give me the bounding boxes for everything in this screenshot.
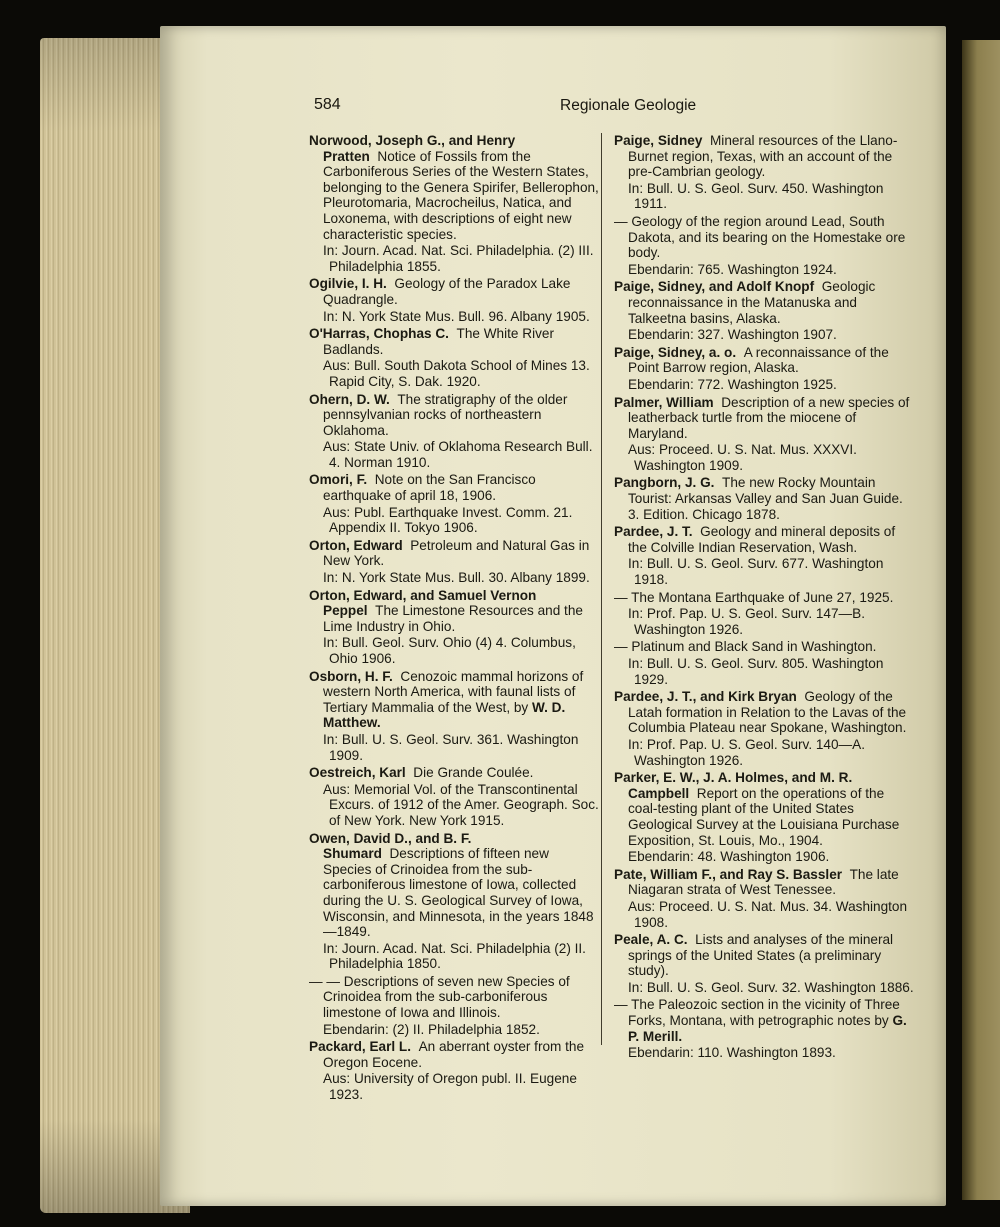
entry-source: Ebendarin: 327. Washington 1907.: [628, 327, 837, 343]
entry-repeat-dash: — —: [309, 973, 340, 989]
entry-title: Mineral resources of the Llano-Burnet region, Texas, with an account of the pre-Cambrian geology.: [628, 133, 898, 180]
entry-heading: [309, 133, 599, 242]
entry-title: Notice of Fossils from the Carboniferous Series of the Western States, belonging to the Genera Spirifer, Bellerophon, Pleurotomaria, Macrocheilus, Natica, and Loxonema, with descriptions of eight new characteristic species.: [323, 148, 599, 242]
bibliography-entry: [309, 765, 599, 828]
entry-heading: [614, 689, 914, 736]
entry-title: The Montana Earthquake of June 27, 1925.: [631, 589, 894, 605]
entry-heading: [309, 1039, 599, 1070]
entry-source: Aus: Proceed. U. S. Nat. Mus. 34. Washington 1908.: [628, 898, 908, 930]
entry-title: Descriptions of seven new Species of Crinoidea from the sub-carboniferous limestone of Iowa and Illinois.: [323, 973, 570, 1021]
entry-repeat-dash: —: [614, 997, 628, 1013]
entry-title: Geologic reconnaissance in the Matanuska and Talkeetna basins, Alaska.: [628, 279, 876, 326]
entry-heading: [309, 831, 599, 940]
bibliography-entry: [614, 932, 914, 995]
entry-source: In: Bull. U. S. Geol. Surv. 677. Washington 1918.: [628, 556, 884, 588]
entry-author: Oestreich, Karl: [309, 765, 406, 781]
bibliography-entry: [309, 831, 599, 972]
entry-title: The Paleozoic section in the vicinity of Three Forks, Montana, with petrographic notes by: [628, 997, 900, 1029]
entry-source: In: Bull. U. S. Geol. Surv. 450. Washington 1911.: [628, 180, 884, 212]
entry-title: Note on the San Francisco earthquake of april 18, 1906.: [323, 472, 536, 504]
bibliography-entry: [309, 669, 599, 764]
entry-author: Pate, William F., and Ray S. Bassler: [614, 866, 843, 882]
entry-heading: [614, 590, 914, 606]
entry-title: The stratigraphy of the older pennsylvanian rocks of northeastern Oklahoma.: [323, 391, 568, 438]
bibliography-entry: [614, 345, 914, 393]
entry-title: Descriptions of fifteen new Species of Crinoidea from the sub-carboniferous limestone of Iowa, collected during the U. S. Geological Survey of Iowa, Wisconsin, and Minnesota, in the years 1848—1849.: [323, 846, 594, 940]
bibliography-entry: [614, 770, 914, 865]
entry-author: Pangborn, J. G.: [614, 475, 715, 491]
entry-title: The Limestone Resources and the Lime Industry in Ohio.: [323, 603, 583, 634]
entry-author: Parker, E. W., J. A. Holmes, and M. R. Campbell: [614, 770, 853, 801]
entry-heading: [309, 538, 599, 569]
entry-heading: [309, 588, 599, 635]
entry-source: In: Bull. U. S. Geol. Surv. 361. Washington 1909.: [323, 731, 579, 763]
entry-repeat-dash: —: [614, 639, 628, 655]
entry-author: Paige, Sidney, a. o.: [614, 344, 737, 360]
entry-title: The White River Badlands.: [323, 326, 554, 357]
entry-source: Ebendarin: (2) II. Philadelphia 1852.: [323, 1021, 540, 1037]
bibliography-entry: [614, 997, 914, 1060]
entry-heading: [309, 276, 599, 307]
entry-author: Ogilvie, I. H.: [309, 276, 387, 292]
entry-source: Ebendarin: 48. Washington 1906.: [628, 849, 830, 865]
entry-coauthor: W. D. Matthew.: [323, 699, 566, 731]
entry-title: Platinum and Black Sand in Washington.: [631, 639, 877, 655]
entry-author: Palmer, William: [614, 394, 714, 410]
entry-source: Ebendarin: 110. Washington 1893.: [628, 1045, 836, 1061]
running-head: Regionale Geologie: [560, 97, 697, 114]
entry-title: Petroleum and Natural Gas in New York.: [323, 537, 590, 569]
facing-page-edge: [962, 40, 1000, 1200]
entry-title: Geology of the Paradox Lake Quadrangle.: [323, 276, 571, 307]
entry-source: In: Prof. Pap. U. S. Geol. Surv. 147—B. Washington 1926.: [628, 606, 865, 637]
bibliography-entry: [614, 639, 914, 687]
entry-heading: [614, 639, 914, 655]
bibliography-entry: [309, 276, 599, 324]
entry-heading: [309, 392, 599, 439]
entry-title: Geology of the region around Lead, South Dakota, and its bearing on the Homestake ore body.: [628, 213, 906, 261]
entry-source: Ebendarin: 772. Washington 1925.: [628, 376, 837, 392]
bibliography-entry: [614, 214, 914, 277]
entry-author: Orton, Edward: [309, 537, 403, 553]
entry-heading: [309, 669, 599, 731]
entry-repeat-dash: —: [614, 589, 628, 605]
entry-heading: [614, 395, 914, 442]
bibliography-entry: [309, 472, 599, 535]
entry-heading: [309, 765, 599, 781]
entry-heading: [614, 279, 914, 326]
entry-author: Omori, F.: [309, 472, 368, 488]
entry-coauthor: G. P. Merill.: [628, 1013, 907, 1044]
bibliography-entry: [309, 392, 599, 471]
entry-source: Aus: Publ. Earthquake Invest. Comm. 21. Appendix II. Tokyo 1906.: [323, 504, 573, 536]
entry-source: In: Prof. Pap. U. S. Geol. Surv. 140—A. Washington 1926.: [628, 736, 865, 768]
bibliography-entry: [309, 538, 599, 586]
entry-title: Lists and analyses of the mineral springs of the United States (a preliminary study).: [628, 932, 894, 979]
entry-source: Aus: University of Oregon publ. II. Eugene 1923.: [323, 1071, 577, 1103]
entry-heading: [309, 326, 599, 357]
entry-heading: [309, 974, 599, 1021]
entry-author: Norwood, Joseph G., and Henry Pratten: [309, 133, 516, 164]
entry-source: In: Journ. Acad. Nat. Sci. Philadelphia (2) II. Philadelphia 1850.: [323, 940, 586, 972]
entry-heading: [614, 524, 914, 555]
entry-source: Aus: State Univ. of Oklahoma Research Bull. 4. Norman 1910.: [323, 439, 593, 470]
bibliography-entry: [614, 524, 914, 587]
entry-source: In: Bull. Geol. Surv. Ohio (4) 4. Columbus, Ohio 1906.: [323, 635, 576, 666]
bibliography-entry: [614, 689, 914, 768]
bibliography-entry: [614, 590, 914, 638]
entry-heading: [614, 932, 914, 979]
entry-author: Packard, Earl L.: [309, 1039, 412, 1055]
entry-author: Paige, Sidney: [614, 133, 703, 148]
entry-title: The new Rocky Mountain Tourist: Arkansas Valley and San Juan Guide. 3. Edition. Chicago 1878.: [628, 475, 903, 522]
bibliography-entry: [309, 588, 599, 667]
entry-source: Ebendarin: 765. Washington 1924.: [628, 261, 837, 277]
entry-title: Geology and mineral deposits of the Colville Indian Reservation, Wash.: [628, 524, 896, 555]
entry-title: A reconnaissance of the Point Barrow region, Alaska.: [628, 344, 889, 376]
entry-heading: [309, 472, 599, 503]
entry-heading: [614, 997, 914, 1044]
entry-heading: [614, 214, 914, 261]
bibliography-entry: [614, 279, 914, 342]
bibliography-entry: [614, 867, 914, 930]
entry-source: Aus: Memorial Vol. of the Transcontinental Excurs. of 1912 of the Amer. Geograph. Soc. of New York. New York 1915.: [323, 781, 599, 828]
entry-heading: [614, 867, 914, 898]
entry-source: In: Bull. U. S. Geol. Surv. 805. Washington 1929.: [628, 656, 884, 687]
entry-title: Geology of the Latah formation in Relation to the Lavas of the Columbia Plateau near Spokane, Washington.: [628, 689, 907, 736]
entry-author: O'Harras, Chophas C.: [309, 326, 449, 342]
entry-author: Pardee, J. T.: [614, 524, 693, 540]
entry-author: Pardee, J. T., and Kirk Bryan: [614, 689, 797, 705]
page-number: 584: [314, 96, 341, 113]
bibliography-entry: [309, 326, 599, 389]
bibliography-entry: [309, 1039, 599, 1102]
entry-repeat-dash: —: [614, 213, 628, 229]
bibliography-entry: [614, 133, 914, 212]
entry-author: Peale, A. C.: [614, 932, 688, 948]
entry-source: In: N. York State Mus. Bull. 30. Albany 1899.: [323, 570, 590, 586]
entry-title: Report on the operations of the coal-testing plant of the United States Geological Survey at the Louisiana Purchase Exposition, St. Louis, Mo., 1904.: [628, 785, 900, 848]
entry-heading: [614, 770, 914, 848]
entry-source: Aus: Bull. South Dakota School of Mines 13. Rapid City, S. Dak. 1920.: [323, 358, 590, 389]
entry-author: Ohern, D. W.: [309, 391, 390, 407]
entry-source: In: N. York State Mus. Bull. 96. Albany 1905.: [323, 308, 590, 324]
entry-heading: [614, 133, 914, 180]
bibliography-entry: [614, 395, 914, 474]
entry-author: Owen, David D., and B. F. Shumard: [309, 830, 472, 862]
entry-source: In: Bull. U. S. Geol. Surv. 32. Washington 1886.: [628, 979, 914, 995]
entry-title: Cenozoic mammal horizons of western North America, with faunal lists of Tertiary Mammalia of the West, by: [323, 668, 584, 715]
left-column: [309, 133, 599, 1105]
entry-author: Orton, Edward, and Samuel Vernon Peppel: [309, 587, 537, 619]
entry-heading: [614, 345, 914, 376]
bibliography-entry: [309, 974, 599, 1037]
entry-source: In: Journ. Acad. Nat. Sci. Philadelphia. (2) III. Philadelphia 1855.: [323, 243, 594, 274]
bibliography-entry: [614, 475, 914, 522]
entry-title: Description of a new species of leatherback turtle from the miocene of Maryland.: [628, 394, 910, 441]
column-divider: [601, 133, 602, 1045]
entry-heading: [614, 475, 914, 522]
entry-author: Osborn, H. F.: [309, 668, 393, 684]
bibliography-entry: [309, 133, 599, 274]
entry-title: Die Grande Coulée.: [413, 765, 534, 781]
entry-title: The late Niagaran strata of West Tenessee.: [628, 866, 899, 898]
entry-title: An aberrant oyster from the Oregon Eocene.: [323, 1039, 585, 1070]
right-column: [614, 133, 914, 1063]
entry-source: Aus: Proceed. U. S. Nat. Mus. XXXVI. Washington 1909.: [628, 442, 857, 473]
entry-author: Paige, Sidney, and Adolf Knopf: [614, 279, 815, 295]
